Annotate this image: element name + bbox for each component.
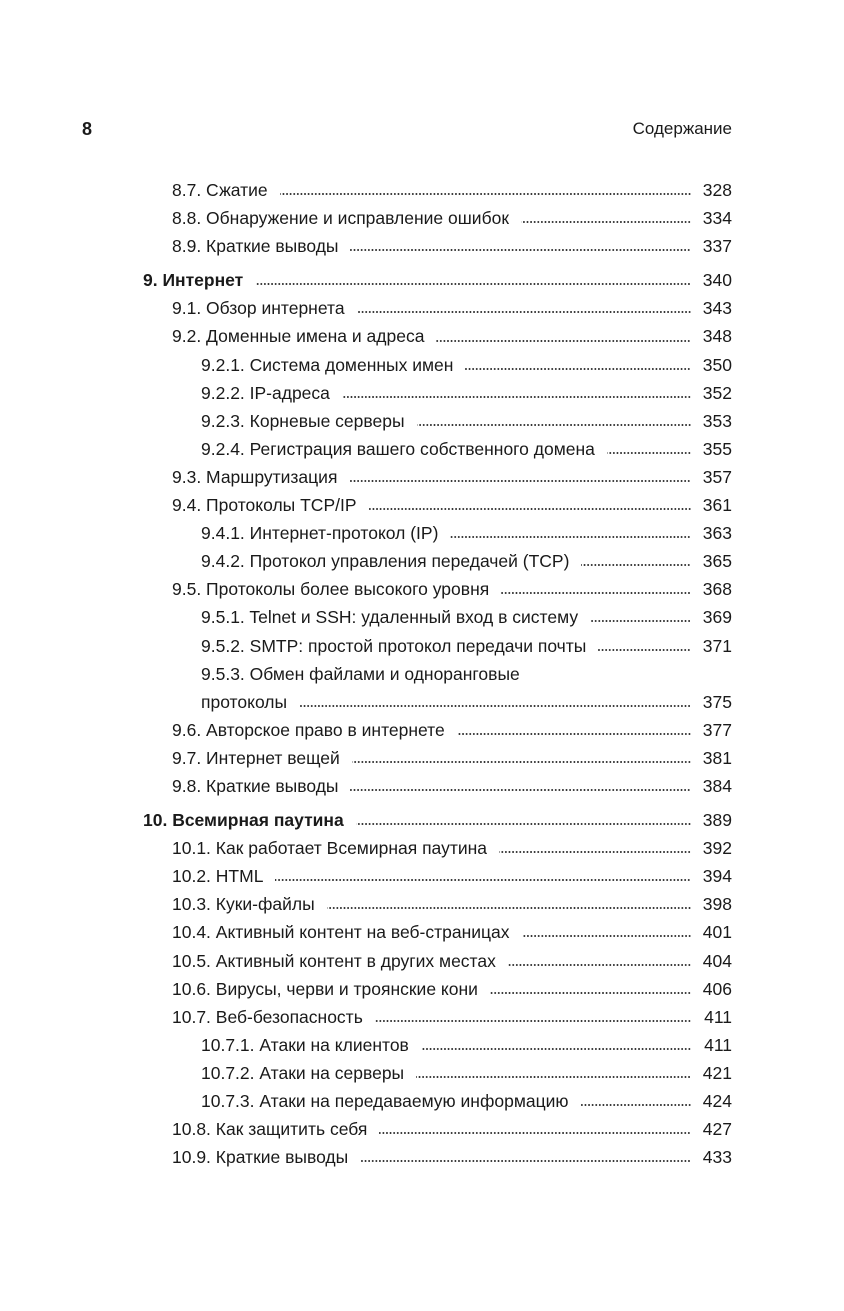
toc-page-number: 357 [702, 466, 732, 487]
toc-entry-9-5-1 [0, 603, 844, 631]
toc-entry-10-1 [0, 834, 844, 862]
toc-entry-10-9 [0, 1143, 844, 1171]
toc-entry-10-7 [0, 1003, 844, 1031]
toc-title: 9.2.3. Корневые серверы [201, 410, 405, 431]
dot-leader [607, 451, 691, 455]
toc-entry-9-4-2 [0, 547, 844, 575]
toc-entry-8-9 [0, 232, 844, 260]
dot-leader [352, 760, 691, 764]
toc-page-number: 392 [702, 838, 732, 859]
toc-title: 9.6. Авторское право в интернете [172, 719, 445, 740]
dot-leader [280, 192, 691, 196]
toc-entry-9-5-3-continued [0, 688, 844, 716]
toc-entry-9-4 [0, 491, 844, 519]
toc-page-number: 401 [702, 922, 732, 943]
toc-entry-9-5-3 [0, 660, 844, 688]
dot-leader [581, 1103, 691, 1107]
dot-leader [299, 704, 691, 708]
toc-entry-9-5 [0, 575, 844, 603]
toc-page-number: 352 [702, 382, 732, 403]
dot-leader [521, 220, 691, 224]
toc-title-continued: протоколы [201, 691, 288, 712]
toc-page-number: 433 [702, 1147, 732, 1168]
toc-entry-9-4-1 [0, 519, 844, 547]
toc-title: 10.7.1. Атаки на клиентов [201, 1034, 409, 1055]
toc-entry-9-2-3 [0, 407, 844, 435]
toc-title: 10.7.3. Атаки на передаваемую информацию [201, 1091, 569, 1111]
dot-leader [375, 1019, 691, 1023]
toc-page-number: 384 [702, 775, 732, 796]
toc-page-number: 421 [702, 1062, 732, 1083]
dot-leader [590, 619, 691, 623]
dot-leader [275, 878, 691, 882]
toc-title: 9.4.1. Интернет-протокол (IP) [201, 523, 439, 544]
dot-leader [356, 822, 691, 826]
toc-page-number: 365 [702, 551, 732, 572]
toc-title: 8.7. Сжатие [172, 180, 268, 200]
page-header [0, 119, 844, 145]
dot-leader [255, 282, 691, 286]
toc-title: 10.7. Веб-безопасность [172, 1006, 363, 1027]
toc-title: 9.7. Интернет вещей [172, 747, 340, 768]
toc-page-number: 361 [702, 495, 732, 516]
toc-entry-10-4 [0, 918, 844, 946]
toc-entry-9-5-2 [0, 632, 844, 660]
dot-leader [327, 906, 691, 910]
dot-leader [501, 591, 691, 595]
toc-title: 9.5. Протоколы более высокого уровня [172, 579, 490, 600]
toc-page-number: 334 [702, 208, 732, 229]
dot-leader [522, 934, 691, 938]
toc-page-number: 394 [702, 866, 732, 887]
dot-leader [417, 423, 691, 427]
dot-leader [499, 850, 691, 854]
dot-leader [350, 248, 691, 252]
toc-title: 10.7.2. Атаки на серверы [201, 1062, 405, 1083]
toc-entry-9-3 [0, 463, 844, 491]
toc-page-number: 368 [702, 579, 732, 600]
toc-entry-10-5 [0, 947, 844, 975]
table-of-contents [0, 176, 844, 1171]
toc-page-number: 377 [702, 719, 732, 740]
toc-entry-9-2-1 [0, 351, 844, 379]
toc-title: 8.9. Краткие выводы [172, 236, 339, 257]
toc-title: 9.2.1. Система доменных имен [201, 354, 454, 375]
dot-leader [450, 535, 691, 539]
toc-page-number: 427 [702, 1119, 732, 1140]
dot-leader [421, 1047, 691, 1051]
toc-title: 9.2.4. Регистрация вашего собственного домена [201, 438, 595, 459]
toc-page-number: 404 [702, 950, 732, 971]
toc-title: 8.8. Обнаружение и исправление ошибок [172, 208, 509, 229]
toc-page-number: 411 [704, 1006, 732, 1027]
toc-title: 9.4.2. Протокол управления передачей (TCP) [201, 551, 570, 572]
toc-title: 10.2. HTML [172, 866, 264, 887]
toc-title: 9.5.1. Telnet и SSH: удаленный вход в систему [201, 607, 579, 628]
toc-entry-10-7-3 [0, 1087, 844, 1115]
toc-title: 9.5.3. Обмен файлами и одноранговые [201, 663, 520, 684]
toc-entry-9 [0, 266, 844, 294]
dot-leader [465, 367, 691, 371]
dot-leader [508, 963, 691, 967]
toc-page-number: 343 [702, 298, 732, 319]
toc-entry-9-2-4 [0, 435, 844, 463]
toc-page-number: 424 [702, 1091, 732, 1111]
toc-entry-9-6 [0, 716, 844, 744]
toc-title: 10.8. Как защитить себя [172, 1119, 368, 1140]
toc-page-number: 411 [704, 1034, 732, 1055]
page-number: 8 [82, 119, 93, 139]
running-title: Содержание [632, 119, 732, 138]
toc-title: 9.5.2. SMTP: простой протокол передачи почты [201, 635, 587, 656]
toc-entry-9-2 [0, 322, 844, 350]
toc-page-number: 389 [702, 810, 732, 831]
toc-page-number: 348 [702, 326, 732, 347]
toc-entry-9-2-2 [0, 379, 844, 407]
toc-page-number: 363 [702, 523, 732, 544]
toc-page-number: 355 [702, 438, 732, 459]
dot-leader [581, 563, 691, 567]
dot-leader [360, 1159, 691, 1163]
toc-entry-10 [0, 806, 844, 834]
dot-leader [379, 1131, 691, 1135]
toc-page-number: 369 [702, 607, 732, 628]
toc-title: 9.2.2. IP-адреса [201, 382, 330, 403]
dot-leader [416, 1075, 691, 1079]
toc-entry-10-6 [0, 975, 844, 1003]
toc-title: 9. Интернет [143, 270, 244, 291]
toc-entry-10-7-2 [0, 1059, 844, 1087]
toc-title: 10.9. Краткие выводы [172, 1147, 349, 1168]
toc-entry-10-3 [0, 890, 844, 918]
toc-title: 9.1. Обзор интернета [172, 298, 345, 319]
toc-page-number: 398 [702, 894, 732, 915]
dot-leader [349, 479, 691, 483]
toc-page-number: 328 [702, 180, 732, 200]
toc-entry-10-8 [0, 1115, 844, 1143]
toc-entry-9-1 [0, 294, 844, 322]
toc-entry-8-7 [0, 176, 844, 204]
toc-title: 9.3. Маршрутизация [172, 466, 338, 487]
toc-entry-10-7-1 [0, 1031, 844, 1059]
toc-title: 9.8. Краткие выводы [172, 775, 339, 796]
dot-leader [436, 339, 691, 343]
toc-title: 9.4. Протоколы TCP/IP [172, 495, 357, 516]
toc-entry-9-8 [0, 772, 844, 800]
toc-page-number: 371 [702, 635, 732, 656]
toc-page-number: 406 [702, 978, 732, 999]
toc-title: 10.6. Вирусы, черви и троянские кони [172, 978, 478, 999]
toc-page-number: 375 [702, 691, 732, 712]
toc-page-number: 381 [702, 747, 732, 768]
dot-leader [490, 991, 691, 995]
toc-page-number: 337 [702, 236, 732, 257]
toc-entry-8-8 [0, 204, 844, 232]
toc-entry-10-2 [0, 862, 844, 890]
toc-title: 9.2. Доменные имена и адреса [172, 326, 425, 347]
toc-title: 10.5. Активный контент в других местах [172, 950, 496, 971]
toc-page-number: 340 [702, 270, 732, 291]
toc-title: 10.1. Как работает Всемирная паутина [172, 838, 488, 859]
dot-leader [369, 507, 691, 511]
toc-page-number: 350 [702, 354, 732, 375]
dot-leader [357, 310, 691, 314]
dot-leader [342, 395, 691, 399]
dot-leader [457, 732, 691, 736]
dot-leader [350, 788, 691, 792]
toc-title: 10.3. Куки-файлы [172, 894, 315, 915]
toc-title: 10.4. Активный контент на веб-страницах [172, 922, 510, 943]
dot-leader [598, 648, 691, 652]
toc-entry-9-7 [0, 744, 844, 772]
toc-title: 10. Всемирная паутина [143, 810, 344, 831]
toc-page-number: 353 [702, 410, 732, 431]
